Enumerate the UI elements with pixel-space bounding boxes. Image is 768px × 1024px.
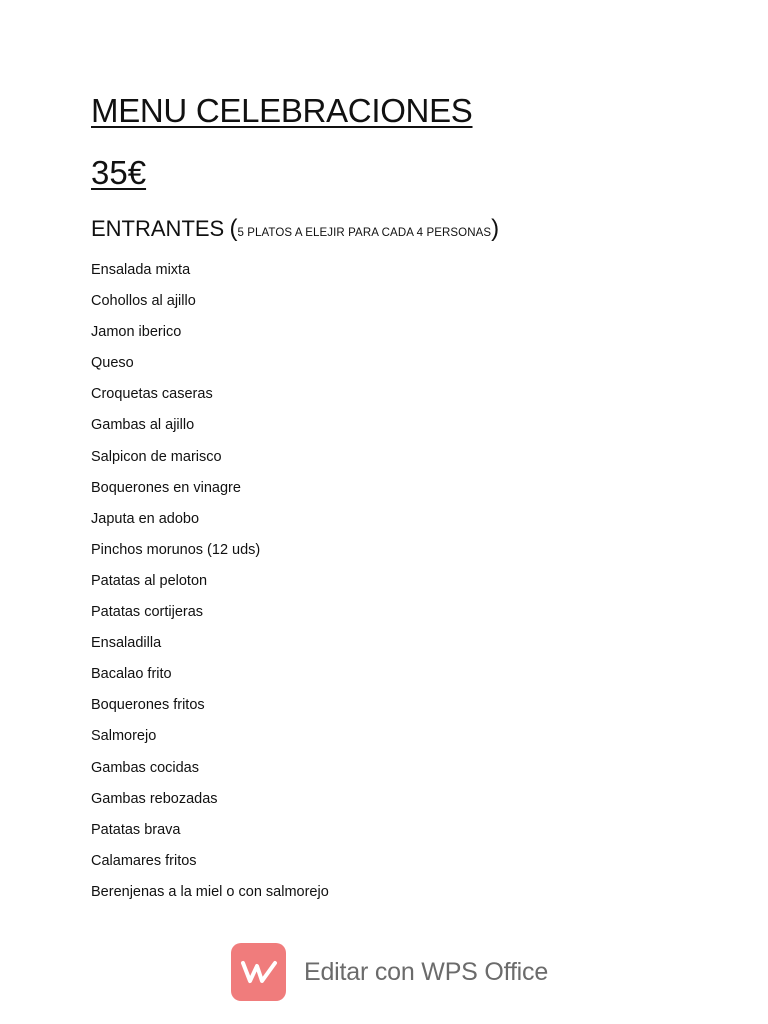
list-item: Gambas rebozadas bbox=[91, 790, 218, 807]
list-item: Jamon iberico bbox=[91, 324, 182, 341]
wps-w-glyph-icon bbox=[240, 959, 278, 985]
list-item: Gambas al ajillo bbox=[91, 417, 195, 434]
list-item: Patatas al peloton bbox=[91, 572, 208, 589]
list-item: Boquerones fritos bbox=[91, 697, 205, 714]
list-item: Ensaladilla bbox=[91, 635, 162, 652]
list-item: Cohollos al ajillo bbox=[91, 293, 196, 310]
list-item: Gambas cocidas bbox=[91, 759, 199, 776]
list-item: Patatas brava bbox=[91, 821, 181, 838]
section-heading-label: ENTRANTES bbox=[91, 216, 225, 241]
list-item: Queso bbox=[91, 355, 134, 372]
close-parenthesis: ) bbox=[491, 215, 500, 242]
list-item: Bacalao frito bbox=[91, 666, 172, 683]
wps-edit-banner[interactable] bbox=[231, 943, 548, 1001]
list-item: Boquerones en vinagre bbox=[91, 479, 241, 496]
list-item: Calamares fritos bbox=[91, 852, 197, 869]
menu-price: 35€ bbox=[91, 154, 147, 191]
page-title: MENU CELEBRACIONES bbox=[91, 92, 473, 129]
list-item: Patatas cortijeras bbox=[91, 604, 204, 621]
list-item: Salpicon de marisco bbox=[91, 448, 222, 465]
list-item: Berenjenas a la miel o con salmorejo bbox=[91, 883, 329, 900]
section-heading-entrantes bbox=[91, 214, 499, 248]
wps-edit-label[interactable]: Editar con WPS Office bbox=[304, 957, 549, 986]
list-item: Pinchos morunos (12 uds) bbox=[91, 541, 261, 558]
list-item: Japuta en adobo bbox=[91, 510, 200, 527]
list-item: Croquetas caseras bbox=[91, 386, 213, 403]
list-item: Ensalada mixta bbox=[91, 262, 191, 278]
list-item: Salmorejo bbox=[91, 728, 157, 745]
dish-list bbox=[91, 258, 329, 911]
section-note: 5 PLATOS A ELEJIR PARA CADA 4 PERSONAS bbox=[237, 227, 492, 239]
wps-logo-icon[interactable] bbox=[231, 943, 286, 1001]
open-parenthesis: ( bbox=[229, 215, 238, 242]
